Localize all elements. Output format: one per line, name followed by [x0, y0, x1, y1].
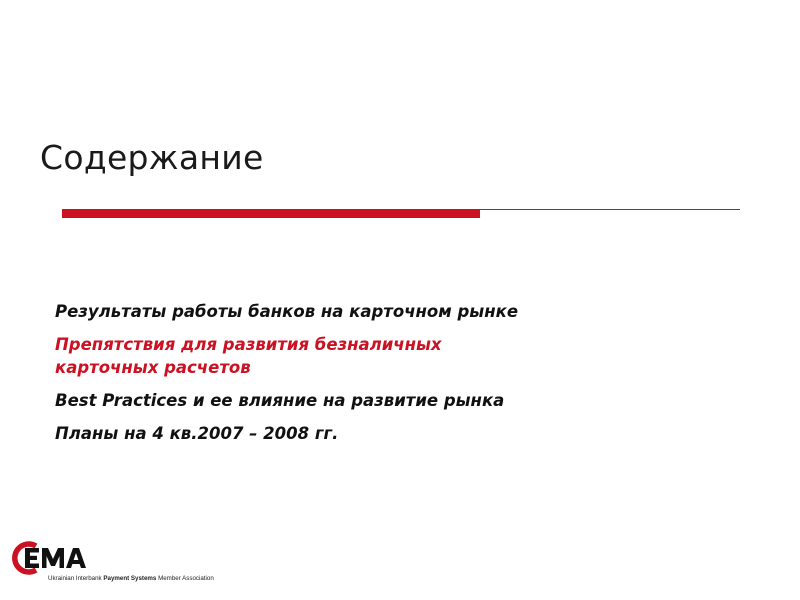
slide-title: Содержание: [40, 138, 264, 177]
agenda-list: [55, 300, 675, 455]
agenda-item-results: Результаты работы банков на карточном рынке: [55, 302, 519, 321]
logo-caption-part2: Member Association: [156, 575, 214, 582]
agenda-item-plans: Планы на 4 кв.2007 – 2008 гг.: [55, 424, 339, 443]
logo-caption-part1: Ukrainian Interbank: [48, 575, 104, 582]
agenda-item-obstacles: Препятствия для развития безналичных карточных расчетов: [55, 335, 442, 377]
title-underline-thick: [62, 209, 480, 218]
logo-caption-bold: Payment Systems: [103, 575, 157, 582]
ema-logo: [12, 540, 252, 590]
logo-caption: [48, 575, 214, 582]
ema-logo-mark: [12, 540, 92, 576]
agenda-item-best-practices: Best Practices и ее влияние на развитие рынка: [55, 391, 505, 410]
